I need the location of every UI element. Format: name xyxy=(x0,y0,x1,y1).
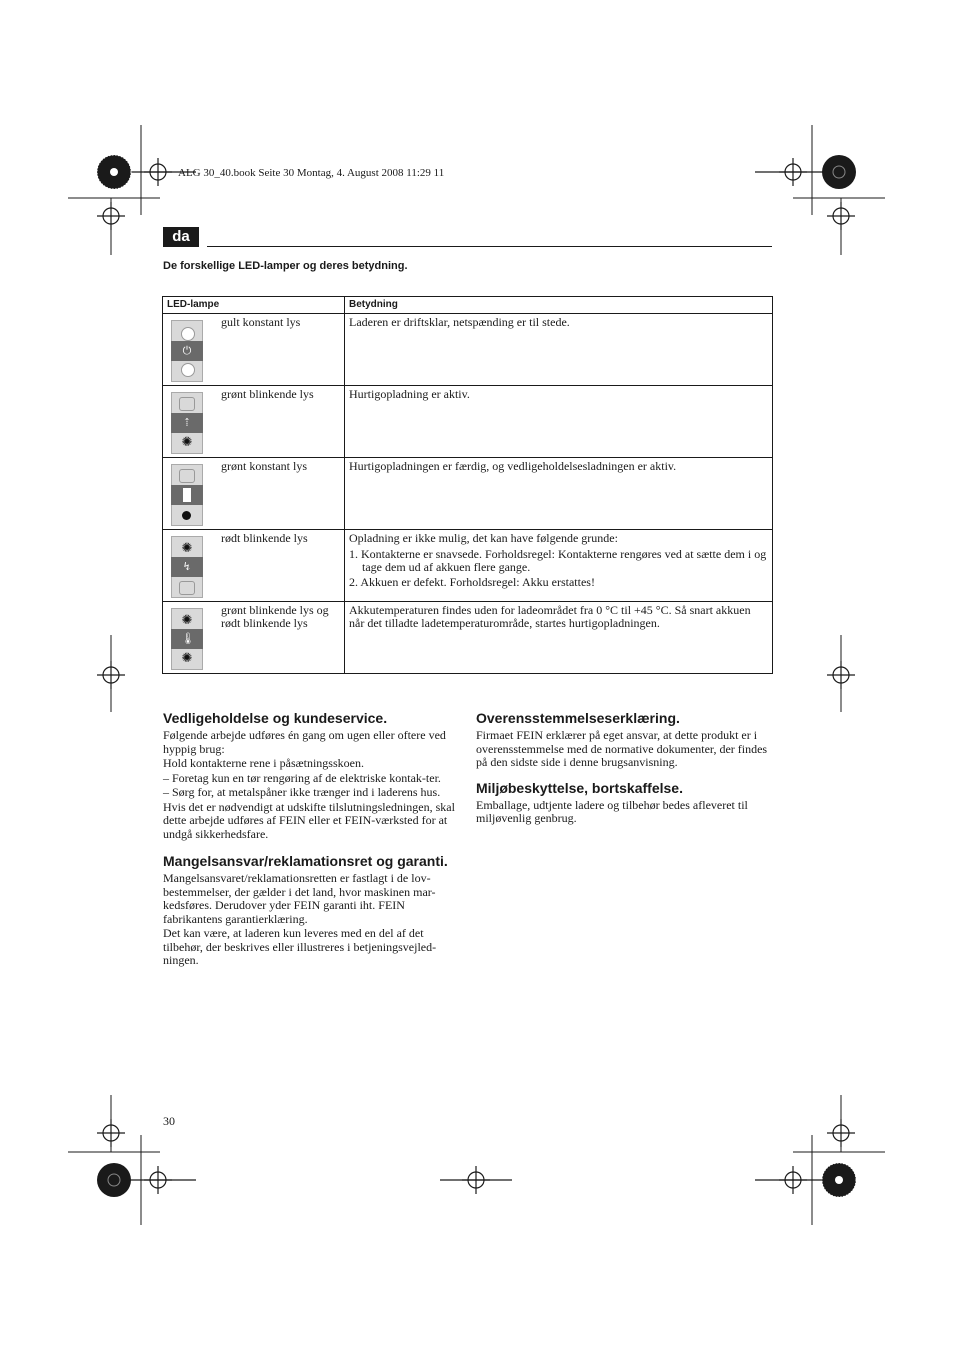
conformity-heading: Overensstemmelseserklæring. xyxy=(476,710,680,726)
right-column xyxy=(476,709,772,827)
lamp-meaning: Hurtigopladning er aktiv. xyxy=(345,386,773,458)
power-led-icon: ⏻ xyxy=(171,320,203,382)
temperature-icon: ✺ 🌡 ✺ xyxy=(171,608,203,670)
lamp-label: grønt konstant lys xyxy=(221,459,307,473)
page-number: 30 xyxy=(163,1114,175,1128)
paragraph: Hvis det er nødvendigt at udskifte tilslutningsledningen, skal dette arbejde udføres af FEIN eller et FEIN-værksted for at undgå sikkerhedsfare. xyxy=(163,799,455,841)
column-header-led: LED-lampe xyxy=(163,297,345,314)
table-header-row xyxy=(163,297,773,314)
lamp-label: grønt blinkende lys xyxy=(221,387,314,401)
column-header-meaning: Betydning xyxy=(345,297,773,314)
paragraph: Mangelsansvaret/reklamationsretten er fastlagt i de lov-bestemmelser, der gælder i det land, hvor maskinen mar-kedsføres. Derudover yder FEIN garanti iht. FEIN fabrikantens garantierklæring. xyxy=(163,871,436,926)
paragraph: Det kan være, at laderen kun leveres med en del af det tilbehør, der beskrives eller illustreres i betjeningsvejled-ningen. xyxy=(163,926,437,967)
lamp-meaning: Hurtigopladningen er færdig, og vedligeholdelsesladningen er aktiv. xyxy=(345,458,773,530)
paragraph: Hold kontakterne rene i påsætningsskoen. xyxy=(163,756,364,770)
lamp-label: gult konstant lys xyxy=(221,315,301,329)
paragraph: Firmaet FEIN erklærer på eget ansvar, at dette produkt er i overensstemmelse med de normative dokumenter, der findes på den sidste side i denne brugsanvisning. xyxy=(476,728,768,769)
paragraph: Emballage, udtjente ladere og tilbehør bedes afleveret til miljøvenlig genbrug. xyxy=(476,797,748,825)
table-row xyxy=(163,458,773,530)
lamp-meaning: Laderen er driftsklar, netspænding er til stede. xyxy=(345,314,773,386)
maintenance-heading: Vedligeholdelse og kundeservice. xyxy=(163,710,388,726)
environment-heading: Miljøbeskyttelse, bortskaffelse. xyxy=(476,779,683,796)
list-item: – Foretag kun en tør rengøring af de elektriske kontak-ter. xyxy=(163,770,441,785)
warranty-heading: Mangelsansvar/reklamationsret og garanti. xyxy=(163,853,448,869)
list-item: – Sørg for, at metalspåner ikke trænger ind i laderens hus. xyxy=(163,785,441,799)
left-column xyxy=(163,709,461,969)
paragraph: Følgende arbejde udføres én gang om ugen eller oftere ved hyppig brug: xyxy=(163,728,446,756)
table-row xyxy=(163,314,773,386)
battery-fault-icon: ✺ ↯ xyxy=(171,536,203,598)
language-badge: da xyxy=(163,227,199,247)
lamp-meaning-intro: Opladning er ikke mulig, det kan have følgende grunde: xyxy=(349,531,618,545)
print-info: ALG 30_40.book Seite 30 Montag, 4. August 2008 11:29 11 xyxy=(178,167,445,179)
list-item: 2. Akkuen er defekt. Forholdsregel: Akku erstattes! xyxy=(349,575,595,589)
lamp-label: rødt blinkende lys xyxy=(221,531,308,545)
table-row xyxy=(163,386,773,458)
lamp-meaning: Akkutemperaturen findes uden for ladeområdet fra 0 °C til +45 °C. Så snart akkuen når det tilladte ladetemperaturområde, startes hurtigopladningen. xyxy=(345,602,773,674)
table-row xyxy=(163,530,773,602)
table-caption: De forskellige LED-lamper og deres betydning. xyxy=(163,260,408,272)
fast-charge-blink-icon: ⇡ ✺ xyxy=(171,392,203,454)
lamp-label: grønt blinkende lys og rødt blinkende lys xyxy=(221,603,329,630)
list-item: 1. Kontakterne er snavsede. Forholdsregel: Kontakterne rengøres ved at sætte dem i og tage dem ud af akkuen flere gange. xyxy=(349,547,767,574)
table-row xyxy=(163,602,773,674)
header-divider xyxy=(207,246,772,247)
battery-full-icon xyxy=(171,464,203,526)
led-table xyxy=(162,296,773,674)
